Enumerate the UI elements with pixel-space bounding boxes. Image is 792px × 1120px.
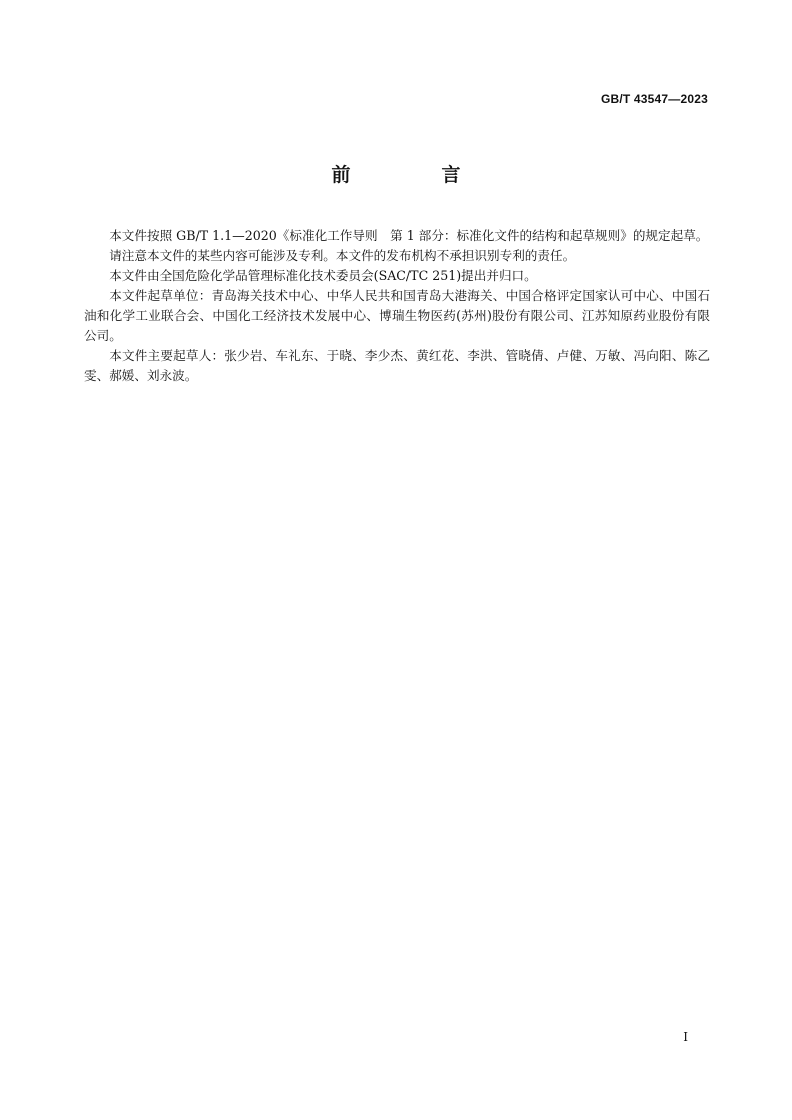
paragraph-drafting-units: 本文件起草单位：青岛海关技术中心、中华人民共和国青岛大港海关、中国合格评定国家认可中心、中国石油和化学工业联合会、中国化工经济技术发展中心、博瑞生物医药(苏州)股份有限公司、江苏知原药业股份有限公司。 — [84, 288, 710, 343]
paragraph-proposer: 本文件由全国危险化学品管理标准化技术委员会(SAC/TC 251)提出并归口。 — [109, 268, 537, 283]
standard-code: GB/T 43547—2023 — [600, 92, 708, 106]
page-title: 前 言 — [331, 164, 497, 186]
paragraph-drafters: 本文件主要起草人：张少岩、车礼东、于晓、李少杰、黄红花、李洪、管晓倩、卢健、万敏、冯向阳、陈乙雯、郝媛、刘永波。 — [84, 348, 710, 383]
foreword-body — [84, 226, 710, 386]
paragraph-drafting-rules: 本文件按照 GB/T 1.1—2020《标准化工作导则 第 1 部分：标准化文件的结构和起草规则》的规定起草。 — [109, 228, 709, 243]
page-number: I — [683, 1030, 688, 1044]
paragraph-patent-notice: 请注意本文件的某些内容可能涉及专利。本文件的发布机构不承担识别专利的责任。 — [109, 248, 576, 263]
